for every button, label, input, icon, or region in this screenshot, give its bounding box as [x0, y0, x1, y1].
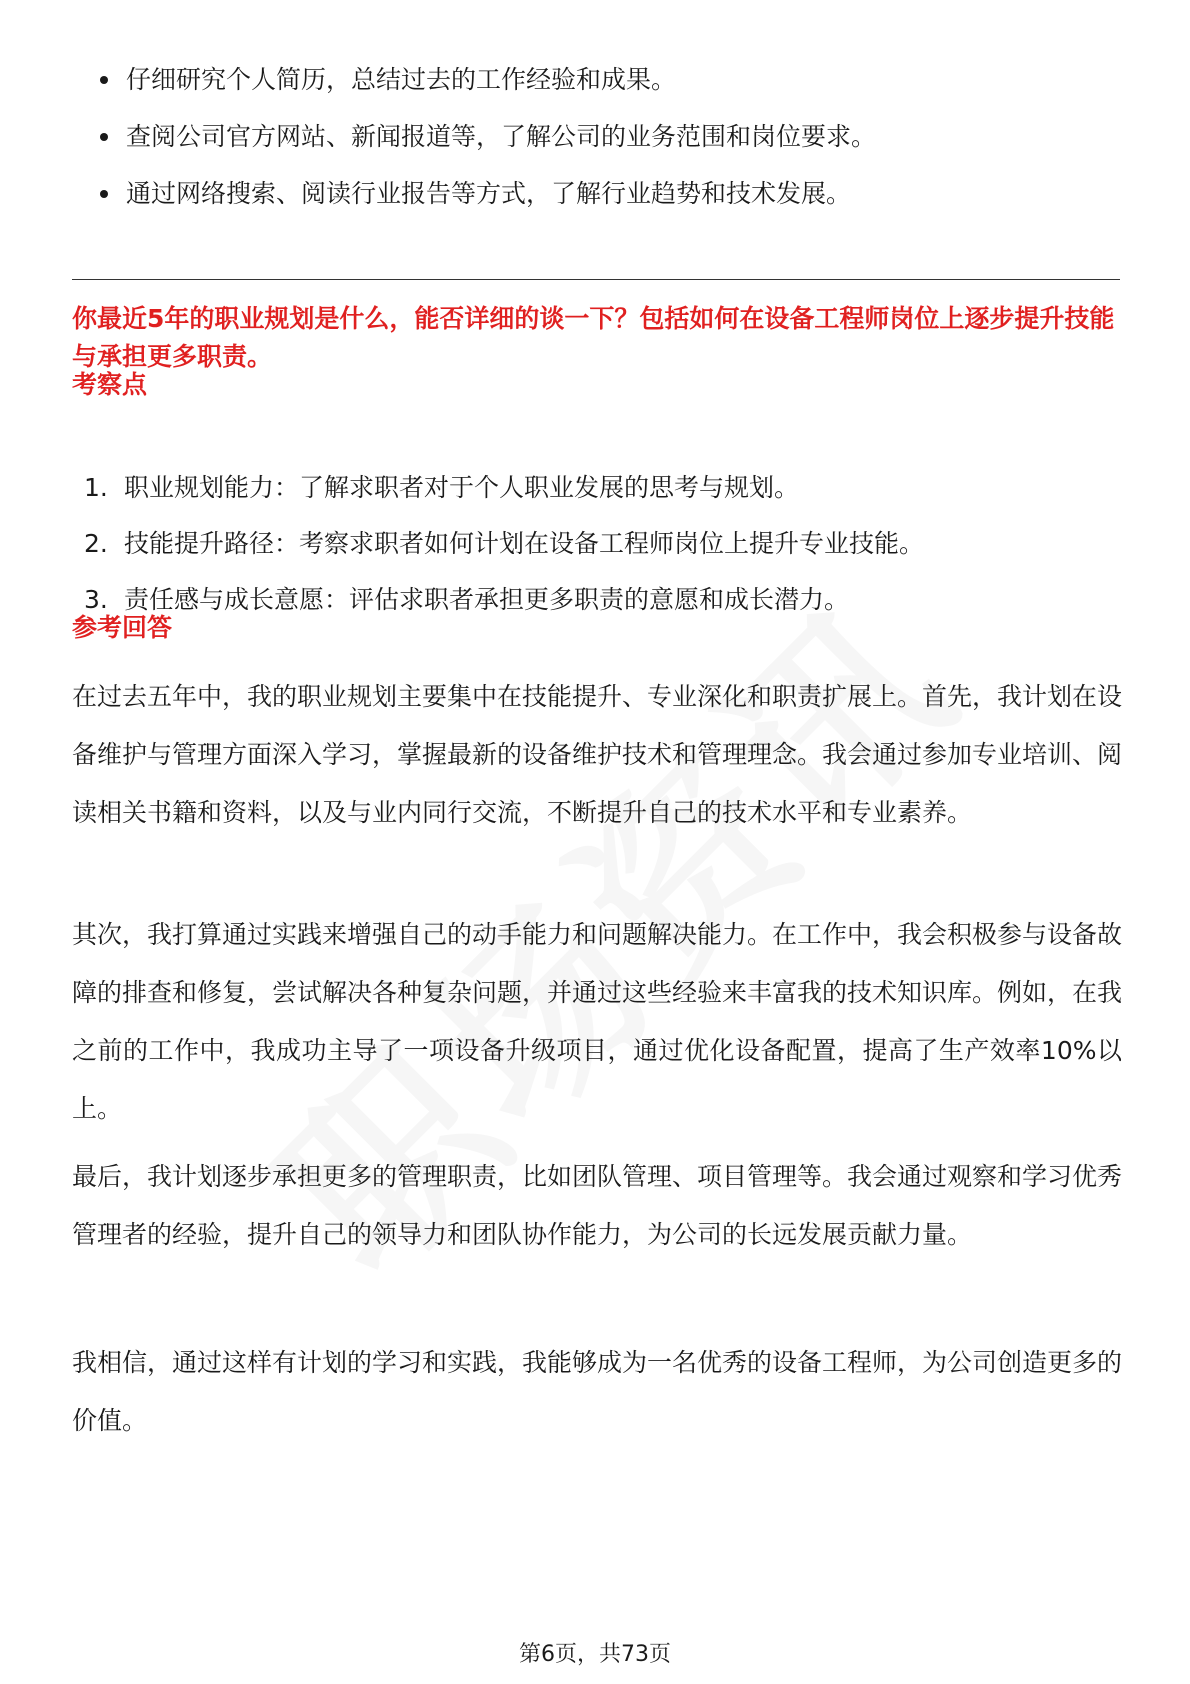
assessment-title: 考察点 [72, 370, 148, 399]
bullet-text: 仔细研究个人简历，总结过去的工作经验和成果。 [126, 65, 677, 94]
answer-paragraph: 最后，我计划逐步承担更多的管理职责，比如团队管理、项目管理等。我会通过观察和学习优秀管理者的经验，提升自己的领导力和团队协作能力，为公司的长远发展贡献力量。 [72, 1162, 1123, 1249]
answer-paragraph: 在过去五年中，我的职业规划主要集中在技能提升、专业深化和职责扩展上。首先，我计划在设备维护与管理方面深入学习，掌握最新的设备维护技术和管理理念。我会通过参加专业培训、阅读相关书籍和资料，以及与业内同行交流，不断提升自己的技术水平和专业素养。 [72, 682, 1123, 827]
section-divider [72, 279, 1120, 280]
answer-paragraph: 我相信，通过这样有计划的学习和实践，我能够成为一名优秀的设备工程师，为公司创造更多的价值。 [72, 1348, 1123, 1435]
bullet-list [98, 62, 1098, 233]
question-heading: 你最近5年的职业规划是什么，能否详细的谈一下？包括如何在设备工程师岗位上逐步提升技能与承担更多职责。 [72, 304, 1115, 371]
item-text: 职业规划能力：了解求职者对于个人职业发展的思考与规划。 [124, 473, 800, 502]
assessment-list [84, 470, 1124, 638]
item-number: 3. [84, 585, 108, 614]
list-item [84, 526, 1124, 562]
bullet-dot-icon [100, 76, 108, 84]
item-number: 2. [84, 529, 108, 558]
page-number: 第6页，共73页 [519, 1642, 671, 1667]
bullet-dot-icon [100, 190, 108, 198]
list-item [84, 470, 1124, 506]
bullet-dot-icon [100, 133, 108, 141]
answer-title: 参考回答 [72, 613, 173, 642]
list-item [98, 62, 1098, 98]
list-item [98, 119, 1098, 155]
list-item [84, 582, 1124, 618]
bullet-text: 通过网络搜索、阅读行业报告等方式，了解行业趋势和技术发展。 [126, 179, 852, 208]
item-text: 技能提升路径：考察求职者如何计划在设备工程师岗位上提升专业技能。 [124, 529, 925, 558]
item-text: 责任感与成长意愿：评估求职者承担更多职责的意愿和成长潜力。 [124, 585, 850, 614]
bullet-text: 查阅公司官方网站、新闻报道等，了解公司的业务范围和岗位要求。 [126, 122, 877, 151]
item-number: 1. [84, 473, 108, 502]
answer-paragraph: 其次，我打算通过实践来增强自己的动手能力和问题解决能力。在工作中，我会积极参与设备故障的排查和修复，尝试解决各种复杂问题，并通过这些经验来丰富我的技术知识库。例如，在我之前的工作中，我成功主导了一项设备升级项目，通过优化设备配置，提高了生产效率10%以上。 [72, 920, 1123, 1123]
list-item [98, 176, 1098, 212]
